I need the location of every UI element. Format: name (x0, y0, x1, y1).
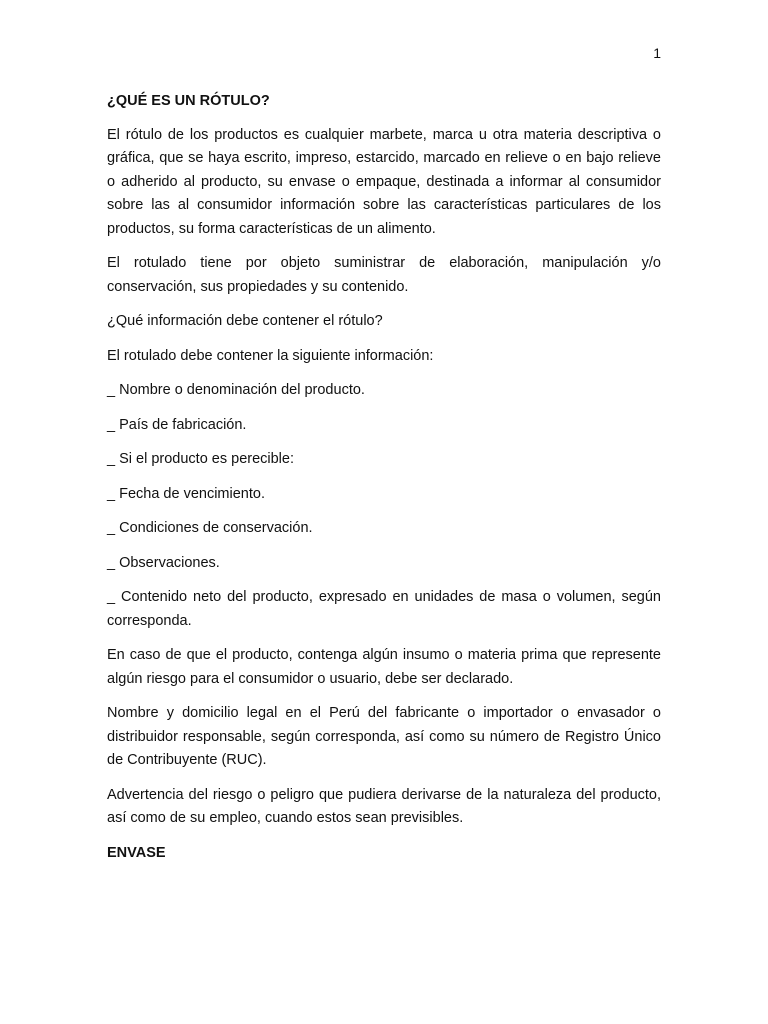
paragraph-riesgo-insumo: En caso de que el producto, contenga algún insumo o materia prima que represente algún riesgo para el consumidor o usuario, debe ser declarado. (107, 647, 661, 687)
paragraph-advertencia: Advertencia del riesgo o peligro que pudiera derivarse de la naturaleza del producto, así como de su empleo, cuando estos sean previsibles. (107, 786, 661, 826)
document-body (107, 90, 661, 865)
paragraph-domicilio-legal: Nombre y domicilio legal en el Perú del fabricante o importador o envasador o distribuidor responsable, según corresponda, así como su número de Registro Único de Contribuyente (RUC). (107, 705, 661, 768)
list-item-contenido-neto: _ Contenido neto del producto, expresado en unidades de masa o volumen, según corresponda. (107, 589, 661, 629)
list-item-conservacion: _ Condiciones de conservación. (107, 520, 313, 536)
list-item-pais: _ País de fabricación. (107, 416, 247, 433)
paragraph-definition: El rótulo de los productos es cualquier marbete, marca u otra materia descriptiva o gráfica, que se haya escrito, impreso, estarcido, marcado en relieve o en bajo relieve o adherido al producto, su envase o empaque, destinada a informar al consumidor sobre las al consumidor información sobre las características particulares de los productos, su forma características de un alimento. (107, 126, 661, 237)
paragraph-list-intro: El rotulado debe contener la siguiente información: (107, 347, 434, 364)
list-item-nombre: _ Nombre o denominación del producto. (107, 382, 365, 398)
section-title-envase: ENVASE (107, 844, 166, 861)
list-item-perecible: _ Si el producto es perecible: (107, 451, 294, 467)
paragraph-purpose: El rotulado tiene por objeto suministrar de elaboración, manipulación y/o conservación, sus propiedades y su contenido. (107, 255, 661, 295)
page-number: 1 (653, 45, 661, 61)
list-item-vencimiento: _ Fecha de vencimiento. (107, 485, 265, 502)
list-item-observaciones: _ Observaciones. (107, 554, 220, 571)
page-heading: ¿QUÉ ES UN RÓTULO? (107, 93, 270, 109)
paragraph-question: ¿Qué información debe contener el rótulo? (107, 313, 383, 329)
